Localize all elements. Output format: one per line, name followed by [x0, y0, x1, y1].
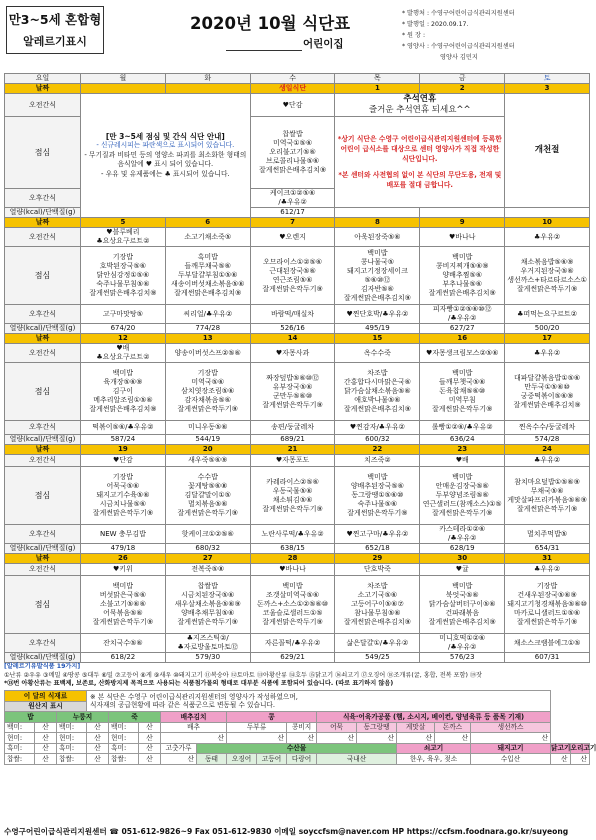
am-mon: ♥배 ♣요상요구르트② — [81, 344, 166, 363]
am-wed: ♥오렌지 — [250, 228, 335, 247]
origin-title: 이 달의 식재료 — [5, 691, 87, 702]
pm-fri: 롤빵①②⑥/♣우유② — [420, 421, 505, 435]
san: 산 — [287, 733, 317, 744]
lunch-label: 점심 — [5, 576, 81, 634]
lunch-wed: 짜장덮밥⑤⑥⑩⑫ 유부장국⑤⑥ 군만두⑤⑥⑩ 잘게썬맑은깍두기⑨ — [250, 363, 335, 421]
pm-tue: 씨리얼/♣우유② — [165, 305, 250, 324]
kcal-label: 열량(kcal)/단백질(g) — [5, 208, 81, 218]
am-fri: ♥귤 — [420, 564, 505, 576]
proc-porkcutlet: 돈까스 — [435, 722, 471, 733]
san: 산 — [139, 733, 161, 744]
lunch-thu: 차조밥 간홍합다시마맑은국⑥ 닭가슴살채소볶음⑤⑥ 애호박나물⑤⑥ 잘게썬맑은배추김치⑨ — [335, 363, 420, 421]
am-snack-label: 오전간식 — [5, 94, 81, 117]
pm-snack-row — [5, 305, 590, 324]
kcal-sat: 607/31 — [505, 653, 590, 663]
lunch-thu: 차조밥 소고기국⑤⑥ 고등어구이⑤⑥⑦ 참나물무침⑤⑥ 잘게썬맑은배추김치⑨ — [335, 576, 420, 634]
kcal-wed: 638/15 — [250, 544, 335, 554]
san: 산 — [35, 733, 57, 744]
am-mon: ♥키위 — [81, 564, 166, 576]
lunch-tue: 기장밥 미역국⑤⑥ 삼치엿장조림⑤⑥ 감자채볶음⑤⑥ 잘게썬맑은깍두기⑨ — [165, 363, 250, 421]
kcal-row — [5, 435, 590, 445]
am-fri: ♥자몽생크림모스②⑤⑥ — [420, 344, 505, 363]
rice-black: 흑미: — [5, 743, 35, 754]
am-mon: ♥단감 — [81, 455, 166, 467]
san: 산 — [435, 733, 471, 744]
menu-table — [4, 73, 590, 663]
menu-type-box — [6, 6, 104, 54]
am-wed: ♥자몽사과 — [250, 344, 335, 363]
meat-pork: 돼지고기 — [471, 743, 551, 754]
beans-bizi: 콩비지 — [287, 722, 317, 733]
pm-fri: 피자빵①②⑤⑥⑩⑫ /♣우유② — [420, 305, 505, 324]
pm-sat: 멸치주먹밥⑤ — [505, 525, 590, 544]
san: 산 — [397, 733, 435, 744]
lunch-tue: 흑미밥 들깨무채국⑤⑥ 두부달걀부침①⑤⑥ 새송이버섯채소볶음⑤⑥ 잘게썬맑은배추김치⑨ — [165, 247, 250, 305]
san: 산 — [139, 743, 161, 754]
san: 산 — [35, 722, 57, 733]
pm-snack-row — [5, 634, 590, 653]
date-label: 날짜 — [5, 84, 81, 94]
date-wed: 21 — [250, 445, 335, 455]
kimchi-pepper: 고춧가루 — [161, 743, 197, 754]
chuseok-text: 즐거운 추석연휴 되세요^^ — [368, 105, 471, 115]
date-tue: 20 — [165, 445, 250, 455]
origin-col-nurungji: 누룽지 — [57, 712, 109, 723]
seafood-pollack: 동태 — [197, 754, 227, 765]
warning-line: *본 센터와 사전협의 없이 본 식단의 무단도용, 전재 및 배포를 절대 금합니다. — [338, 171, 502, 189]
lunch-row — [5, 363, 590, 421]
lunch-mon: 기장밥 어묵국⑤⑥ 돼지고기수육⑤⑥ 시금치나물⑤⑥ 잘게썬맑은깍두기⑨ — [81, 467, 166, 525]
origin-col-porridge: 죽 — [109, 712, 161, 723]
chuseok-title: 추석연휴 — [403, 94, 437, 104]
am-wed: ♥바나나 — [250, 564, 335, 576]
date-sat: 24 — [505, 445, 590, 455]
kcal-label: 열량(kcal)/단백질(g) — [5, 544, 81, 554]
pm-tue: 핫케이크①②⑤⑥ — [165, 525, 250, 544]
am-sat: ♣우유② — [505, 344, 590, 363]
pm-snack-label: 오후간식 — [5, 634, 81, 653]
am-tue: 새우죽⑤⑥⑨ — [165, 455, 250, 467]
date-wed: 생일식단 — [250, 84, 335, 94]
am-snack-label: 오전간식 — [5, 228, 81, 247]
pm-wed: 자른꼴떡/♣우유② — [250, 634, 335, 653]
date-wed: 7 — [250, 218, 335, 228]
rice-white: 백미: — [5, 722, 35, 733]
pm-snack-row — [5, 421, 590, 435]
lunch-fri: 백미밥 북엇국⑤⑥ 닭가슴살버터구이⑤⑥ 건파래볶음 잘게썬맑은배추김치⑨ — [420, 576, 505, 634]
lunch-sat: 기장밥 건새우된장국⑤⑥⑨ 돼지고기청경채볶음⑤⑥⑩ 마카로니샐러드①⑤⑥ 잘게썬맑은깍두기⑨ — [505, 576, 590, 634]
meta-publisher: * 발행처 : 수영구어린이급식관리지원센터 — [402, 10, 515, 17]
date-label: 날짜 — [5, 554, 81, 564]
porridge-white: 백미: — [109, 722, 139, 733]
date-row — [5, 84, 590, 94]
origin-desc: ※ 본 식단은 수영구 어린이급식관리지원센터의 영양사가 작성하였으며, 식자재의 공급현황에 따라 같은 식품군으로 변동될 수 있습니다. — [87, 691, 551, 712]
san: 산 — [87, 722, 109, 733]
menu-body — [5, 84, 590, 663]
nurungji-brown: 현미: — [57, 733, 87, 744]
lunch-label: 점심 — [5, 117, 81, 189]
pm-thu: ♥찐단호박/♣우유② — [335, 305, 420, 324]
date-mon: 12 — [81, 334, 166, 344]
lunch-fri: 백미밥 콩비지찌개⑤⑥⑨ 양배추찜⑤⑥ 부추나물⑤⑥ 잘게썬맑은배추김치⑨ — [420, 247, 505, 305]
am-sat: ♣우유② — [505, 564, 590, 576]
kcal-thu: 652/18 — [335, 544, 420, 554]
kcal-sat: 654/31 — [505, 544, 590, 554]
origin-col-rice: 밥 — [5, 712, 57, 723]
kcal-tue: 680/32 — [165, 544, 250, 554]
date-mon: 5 — [81, 218, 166, 228]
pm-mon: NEW 충무김밥 — [81, 525, 166, 544]
lunch-fri: 백미밥 들깨무챗국⑤⑥ 돈육찹채⑤⑥⑩ 미역무침 잘게썬맑은깍두기⑨ — [420, 363, 505, 421]
kcal-thu — [335, 208, 420, 218]
proc-crab: 게맛살 — [397, 722, 435, 733]
date-fri: 30 — [420, 554, 505, 564]
date-sat: 10 — [505, 218, 590, 228]
seafood-squid: 오징어 — [227, 754, 257, 765]
pm-snack-label: 오후간식 — [5, 421, 81, 435]
pm-wed: 송편/둥굴레차 — [250, 421, 335, 435]
day-tue: 화 — [165, 74, 250, 84]
center-name-blank — [226, 39, 302, 51]
seafood-header: 수산물 — [197, 743, 397, 754]
kcal-fri — [420, 208, 505, 218]
pm-mon: 잔치국수⑤⑥ — [81, 634, 166, 653]
publish-meta — [402, 8, 592, 63]
kcal-label: 열량(kcal)/단백질(g) — [5, 324, 81, 334]
date-mon: 19 — [81, 445, 166, 455]
center-suffix: 어린이집 — [303, 38, 344, 50]
date-tue: 27 — [165, 554, 250, 564]
kcal-fri: 636/24 — [420, 435, 505, 445]
kcal-wed: 629/21 — [250, 653, 335, 663]
am-sat: ♣우유② — [505, 455, 590, 467]
kcal-fri: 627/27 — [420, 324, 505, 334]
lunch-mon: 백미밥 육개장⑤⑥⑨ 김구이 메추리알조림①⑤⑥ 잘게썬맑은배추김치⑨ — [81, 363, 166, 421]
beans-tofu: 두부류 — [227, 722, 287, 733]
date-tue — [165, 84, 250, 94]
date-label: 날짜 — [5, 334, 81, 344]
lunch-label: 점심 — [5, 467, 81, 525]
pm-wed: 노란사루떡/♣우유② — [250, 525, 335, 544]
allergy-info — [4, 663, 590, 689]
porridge-brown: 현미: — [109, 733, 139, 744]
seafood-tuna: 다랑어 — [287, 754, 317, 765]
pm-sat: 채소스크램블에그①⑤ — [505, 634, 590, 653]
am-thu: 단호박죽 — [335, 564, 420, 576]
date-thu: 15 — [335, 334, 420, 344]
proc-donggeurang: 동그랑땡 — [357, 722, 397, 733]
san: 산 — [161, 754, 197, 765]
lunch-wed: 찹쌀밥 미역국①⑤⑥ 오리불고기⑤⑥ 브로콜리나물⑤⑥ 잘게썬맑은배추김치⑨ — [250, 117, 335, 189]
nurungji-black: 흑미: — [57, 743, 87, 754]
pm-fri: 카스테라①②⑥ /♣우유② — [420, 525, 505, 544]
am-thu: 치즈죽② — [335, 455, 420, 467]
meta-date: * 발행일 : 2020.09.17. — [402, 21, 469, 28]
date-sat: 3 — [505, 84, 590, 94]
kcal-tue: 579/30 — [165, 653, 250, 663]
date-thu: 1 — [335, 84, 420, 94]
am-snack-row — [5, 564, 590, 576]
kcal-mon: 587/24 — [81, 435, 166, 445]
lunch-row — [5, 247, 590, 305]
menu-notice — [81, 94, 251, 218]
pm-thu: 삶은달걀①/♣우유② — [335, 634, 420, 653]
kcal-thu: 495/19 — [335, 324, 420, 334]
am-fri: ♥바나나 — [420, 228, 505, 247]
kcal-row — [5, 653, 590, 663]
origin-col-processed: 식육·어육가공품 (햄, 소시지, 베이컨, 양념육류 등 품목 기재) — [317, 712, 551, 723]
am-thu: 아욱된장죽⑤⑥ — [335, 228, 420, 247]
san: 산 — [87, 733, 109, 744]
date-label: 날짜 — [5, 218, 81, 228]
holiday-sat: 개천절 — [505, 94, 590, 208]
am-snack-row — [5, 455, 590, 467]
kcal-sat: 500/20 — [505, 324, 590, 334]
date-row — [5, 445, 590, 455]
footer-contact: 수영구어린이급식관리지원센터 ☎ 051-612-9826~9 Fax 051-612-9830 이메일 soyccfsm@naver.com HP https://ccfsm.foodnara.go.kr/suyeong — [4, 827, 569, 836]
kcal-row — [5, 324, 590, 334]
am-snack-row — [5, 94, 590, 117]
date-tue: 6 — [165, 218, 250, 228]
pm-thu: ♥찐고구마/♣우유② — [335, 525, 420, 544]
date-sat: 31 — [505, 554, 590, 564]
pm-mon: 떡볶이⑤⑥/♣우유② — [81, 421, 166, 435]
meta-director: * 원 장 : — [402, 32, 426, 39]
meat-beef: 쇠고기 — [397, 743, 471, 754]
date-wed: 28 — [250, 554, 335, 564]
allergy-label: 알레르기표시 — [23, 35, 87, 48]
lunch-fri: 백미밥 안매운김장국⑤⑥ 두부양념조림⑤⑥ 연근샐러드(참깨소스)①⑤ 잘게썬맑은깍두기⑨ — [420, 467, 505, 525]
day-wed: 수 — [250, 74, 335, 84]
date-fri: 9 — [420, 218, 505, 228]
date-thu: 29 — [335, 554, 420, 564]
kcal-label: 열량(kcal)/단백질(g) — [5, 435, 81, 445]
date-mon — [81, 84, 166, 94]
day-sat: 토 — [505, 74, 590, 84]
nurungji-white: 백미: — [57, 722, 87, 733]
date-row — [5, 554, 590, 564]
san: 산 — [551, 754, 570, 765]
am-snack-label: 오전간식 — [5, 564, 81, 576]
origin-title2: 원산지 표시 — [5, 701, 87, 712]
san: 산 — [161, 733, 227, 744]
am-tue: 소고기채소죽⑤ — [165, 228, 250, 247]
pm-snack-label: 오후간식 — [5, 189, 81, 208]
kcal-fri: 576/23 — [420, 653, 505, 663]
rice-brown: 현미: — [5, 733, 35, 744]
am-snack-label: 오전간식 — [5, 344, 81, 363]
date-thu: 22 — [335, 445, 420, 455]
kcal-mon: 618/22 — [81, 653, 166, 663]
allergy-heading: [알레르기유발식품 19가지] — [4, 663, 81, 670]
meat-chicken: 닭고기 — [551, 744, 571, 752]
am-thu: 옥수수죽 — [335, 344, 420, 363]
pm-wed: 바람떡/매실차 — [250, 305, 335, 324]
san: 산 — [35, 743, 57, 754]
san: 산 — [35, 754, 57, 765]
lunch-thu: 백미밥 양배추된장국⑤⑥ 동그랑땡①⑤⑥⑩ 숙주나물⑤⑥ 잘게썬맑은깍두기⑨ — [335, 467, 420, 525]
pm-tue: 미니우동⑤⑥ — [165, 421, 250, 435]
date-mon: 26 — [81, 554, 166, 564]
day-thu: 목 — [335, 74, 420, 84]
pm-tue: ♣지즈스틱②/ ♣자로방울토마토⑫ — [165, 634, 250, 653]
am-wed: ♥단감 — [250, 94, 335, 117]
lunch-mon: 기장밥 호박된장국⑤⑥ 닭안심강정①⑤⑥ 숙주나물무침⑤⑥ 잘게썬맑은배추김치⑨ — [81, 247, 166, 305]
pm-snack-label: 오후간식 — [5, 305, 81, 324]
meat-beef-type: 한우, 육우, 젖소 — [397, 754, 471, 765]
lunch-mon: 백미밥 버섯맑은국⑤⑥ 소불고기⑤⑥⑥ 어묵볶음⑤⑥ 잘게썬맑은깍두기⑨ — [81, 576, 166, 634]
lunch-wed: 카레라이스②⑤⑥ 우동국물⑤⑥ 채소튀김⑤⑥ 잘게썬맑은깍두기⑨ — [250, 467, 335, 525]
kcal-tue: 544/19 — [165, 435, 250, 445]
am-fri: ♥배 — [420, 455, 505, 467]
san: 산 — [227, 733, 287, 744]
rice-sweet: 찹쌀: — [5, 754, 35, 765]
day-fri: 금 — [420, 74, 505, 84]
notice-line: - 우유 및 유제품에는 ♣ 표시되어 있습니다. — [100, 169, 230, 178]
nurungji-sweet: 찹쌀: — [57, 754, 87, 765]
menu-type-label: 만3~5세 혼합형 — [8, 12, 102, 27]
notice-line: - 무기질과 비타민 등의 영양소 파괴를 최소화한 형태의 음식알에 ♥ 표시 되어 있습니다. — [84, 150, 247, 169]
pm-mon: 고구마맛탕⑤ — [81, 305, 166, 324]
pm-fri: 미니호떡①②⑥ /♣우유② — [420, 634, 505, 653]
kcal-sat: 574/28 — [505, 435, 590, 445]
origin-col-kimchi: 배추김치 — [161, 712, 227, 723]
lunch-wed: 백미밥 조갯살미역국⑤⑥ 돈까스+소스①②⑤⑥⑩ 코울슬로샐러드①⑤ 잘게썬맑은깍두기⑨ — [250, 576, 335, 634]
kcal-wed: 689/21 — [250, 435, 335, 445]
lunch-tue: 찹쌀밥 시금치된장국⑤⑥ 새우살채소볶음⑤⑥⑨ 양배추채무침⑤⑥ 잘게썬맑은깍두기⑨ — [165, 576, 250, 634]
porridge-sweet: 찹쌀: — [109, 754, 139, 765]
am-tue: 양송이버섯스프②⑤⑥ — [165, 344, 250, 363]
kcal-row — [5, 544, 590, 554]
page-title: 2020년 10월 식단표 — [190, 14, 351, 33]
date-wed: 14 — [250, 334, 335, 344]
lunch-tue: 수수밥 꽃게탕⑤⑥⑧ 김달걀말이①⑤ 멸치볶음⑤⑥ 잘게썬맑은깍두기⑨ — [165, 467, 250, 525]
meat-pork-import: 수입산 — [471, 754, 551, 765]
pm-sat: 찐옥수수/둥굴레차 — [505, 421, 590, 435]
san: 산 — [357, 733, 397, 744]
date-tue: 13 — [165, 334, 250, 344]
meta-dietitian: * 영양사 : 수영구어린이급식관리지원센터 — [402, 43, 515, 50]
kcal-mon: 674/20 — [81, 324, 166, 334]
date-fri: 23 — [420, 445, 505, 455]
date-row — [5, 334, 590, 344]
lunch-row — [5, 576, 590, 634]
pm-snack-label: 오후간식 — [5, 525, 81, 544]
kcal-sat — [505, 208, 590, 218]
am-wed: ♥자몽포도 — [250, 455, 335, 467]
san: 산 — [139, 722, 161, 733]
san: 산 — [87, 754, 109, 765]
notice-title: [만 3~5세 점심 및 간식 식단 안내] — [105, 131, 225, 141]
am-sat: ♣우유② — [505, 228, 590, 247]
am-mon: ♥블루베리 ♣요상요구르트② — [81, 228, 166, 247]
seafood-mackerel: 고등어 — [257, 754, 287, 765]
date-fri: 2 — [420, 84, 505, 94]
kcal-mon: 479/18 — [81, 544, 166, 554]
origin-table — [4, 690, 596, 765]
meat-duck: 오리고기 — [570, 744, 596, 752]
kcal-thu: 600/32 — [335, 435, 420, 445]
lunch-wed: 오므라이스①②⑤⑥ 근대된장국⑤⑥ 연근조림⑤⑥ 잘게썬맑은깍두기⑨ — [250, 247, 335, 305]
seafood-local: 국내산 — [317, 754, 397, 765]
kcal-thu: 549/25 — [335, 653, 420, 663]
pm-wed: 케이크①②⑤⑥ /♣우유② — [250, 189, 335, 208]
pm-sat: ♣떠먹는요구르트② — [505, 305, 590, 324]
date-thu: 8 — [335, 218, 420, 228]
proc-fishcake: 어묵 — [317, 722, 357, 733]
lunch-row — [5, 467, 590, 525]
chuseok-notice — [335, 94, 505, 117]
date-row — [5, 218, 590, 228]
porridge-black: 흑미: — [109, 743, 139, 754]
date-fri: 16 — [420, 334, 505, 344]
san: 산 — [139, 754, 161, 765]
lunch-sat: 대파달걀볶음밥①⑤⑥ 만두국①⑤⑥⑩ 궁중떡볶이⑤⑥⑨ 잘게썬맑은배추김치⑨ — [505, 363, 590, 421]
copyright-warning — [335, 117, 505, 208]
day-mon: 월 — [81, 74, 166, 84]
san: 산 — [471, 733, 551, 744]
allergy-note: *⑬번 아황산류는 표백제, 보존료, 산화방지제 목적으로 사용되는 식품첨가물의 형태로 대부분 식품에 포함되어 있습니다. (따로 표기하지 않음) — [4, 680, 394, 688]
lunch-label: 점심 — [5, 363, 81, 421]
day-header-row — [5, 74, 590, 84]
notice-line: - 신규레시피는 파란색으로 표시되어 있습니다. — [96, 141, 235, 150]
date-label: 날짜 — [5, 445, 81, 455]
center-name — [226, 36, 344, 51]
lunch-label: 점심 — [5, 247, 81, 305]
san: 산 — [87, 743, 109, 754]
lunch-thu: 백미밥 콩나물국⑤ 돼지고기정장세이크⑤⑥⑩⑫ 김자반⑤⑥ 잘게썬맑은배추김치⑨ — [335, 247, 420, 305]
warning-line: *상기 식단은 수영구 어린이급식관리지원센터에 등록한 어린이 급식소를 대상으로 센터 영양사가 직접 작성한 식단입니다. — [337, 135, 502, 163]
proc-fishcutlet: 생선까스 — [471, 722, 551, 733]
kcal-wed: 612/17 — [250, 208, 335, 218]
allergy-list: ①난류 ②우유 ③메밀 ④땅콩 ⑤대두 ⑥밀 ⑦고등어 ⑧게 ⑨새우 ⑩돼지고기 ⑪복숭아 ⑫토마토 ⑬아황산류 ⑭호두 ⑮닭고기 ⑯쇠고기 ⑰오징어 ⑱조개류(굴, 홍합, 전복 포함) ⑲잣 — [4, 671, 483, 679]
kcal-label: 열량(kcal)/단백질(g) — [5, 653, 81, 663]
am-tue: 전복죽⑤⑧ — [165, 564, 250, 576]
date-sat: 17 — [505, 334, 590, 344]
day-label: 요일 — [5, 74, 81, 84]
kcal-wed: 526/16 — [250, 324, 335, 334]
lunch-sat: 채소볶음밥⑤⑥⑨ 우거지된장국⑤⑥ 생선까스+타르타르소스① 잘게썬맑은깍두기⑨ — [505, 247, 590, 305]
san: 산 — [317, 733, 357, 744]
meta-dietitian-name: 영양사 김민지 — [440, 54, 478, 61]
kcal-fri: 628/19 — [420, 544, 505, 554]
pm-snack-row — [5, 525, 590, 544]
pm-thu: ♥찐감자/♣우유② — [335, 421, 420, 435]
am-snack-row — [5, 344, 590, 363]
kcal-tue: 774/28 — [165, 324, 250, 334]
kimchi-cabbage: 배추 — [161, 722, 227, 733]
lunch-sat: 참치마요덮밥①⑤⑥⑨ 무채국⑤⑥ 게맛살파프리카볶음⑤⑥⑨ 잘게썬맑은깍두기⑨ — [505, 467, 590, 525]
am-snack-label: 오전간식 — [5, 455, 81, 467]
san: 산 — [570, 754, 589, 765]
am-snack-row — [5, 228, 590, 247]
origin-col-beans: 콩 — [227, 712, 317, 723]
